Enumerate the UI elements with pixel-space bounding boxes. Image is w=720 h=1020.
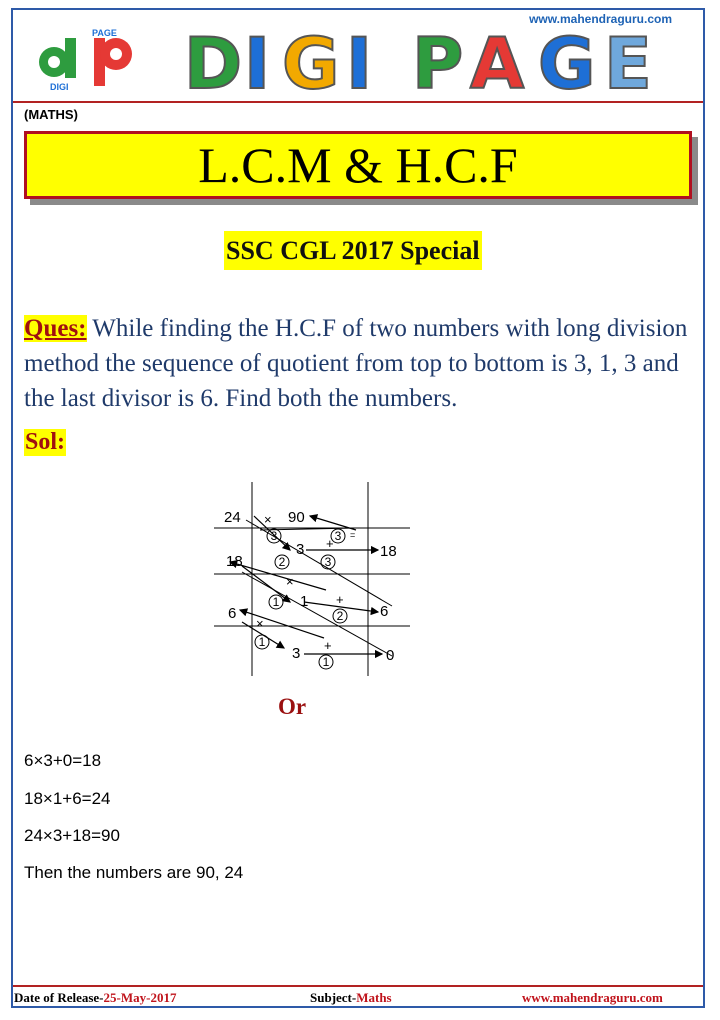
circled-number-value: 1 [322, 655, 330, 669]
diagram-left-value: 24 [224, 509, 241, 526]
diagram-left-value: 6 [228, 605, 237, 622]
calculation-line: 24×3+18=90 [24, 826, 120, 845]
special-label: SSC CGL 2017 Special [224, 231, 482, 270]
topic-title-banner [24, 131, 700, 207]
release-date [14, 990, 176, 1006]
question-label: Ques: [24, 315, 87, 342]
circled-number-value: 1 [272, 595, 280, 609]
circled-number-value: 3 [324, 555, 332, 569]
diagram-symbol: = [350, 530, 356, 540]
logo-digi-text: DIGI [50, 82, 69, 92]
solution-label: Sol: [25, 429, 66, 455]
digi-page-logo [36, 24, 146, 94]
footer-subject [310, 990, 392, 1006]
release-label: Date of Release- [14, 990, 104, 1005]
banner-letter-a: A [470, 23, 525, 96]
footer-website-link[interactable]: www.mahendraguru.com [522, 990, 663, 1005]
diagram-operator: + [326, 536, 334, 551]
release-date-value: 25-May-2017 [103, 990, 177, 1005]
diagram-result: 0 [386, 647, 395, 664]
or-separator: Or [278, 694, 307, 719]
diagram-result: 6 [380, 603, 389, 620]
logo-page-text: PAGE [92, 28, 117, 38]
footer-subject-value: Maths [356, 990, 392, 1005]
banner-letter-g: G [282, 23, 340, 96]
banner-letter-d: D [184, 23, 243, 96]
topic-title: L.C.M & H.C.F [198, 137, 518, 193]
question-text: While finding the H.C.F of two numbers with long division method the sequence of quotient from top to bottom is 3, 1, 3 and the last divisor is 6. Find both the numbers. [24, 315, 688, 412]
header-website-link[interactable]: www.mahendraguru.com [529, 12, 672, 26]
diagram-operator: + [324, 638, 332, 653]
banner-letter-i: I [346, 23, 373, 96]
diagram-quotient: 3 [296, 541, 305, 558]
header-divider [13, 101, 703, 103]
circled-number-value: 2 [336, 609, 344, 623]
diagram-quotient: 1 [300, 593, 309, 610]
calculation-line: 6×3+0=18 [24, 751, 102, 770]
circled-number-value: 3 [334, 529, 342, 543]
diagram-operator: × [264, 512, 272, 527]
banner-letter-e: E [604, 23, 652, 96]
diagram-left-value: 18 [226, 553, 243, 570]
diagram-result: 18 [380, 543, 397, 560]
diagram-operator: + [336, 592, 344, 607]
calculation-line: 18×1+6=24 [24, 789, 111, 808]
footer-subject-label: Subject- [310, 990, 357, 1005]
circled-number-value: 3 [270, 529, 278, 543]
circled-number-value: 1 [258, 635, 266, 649]
question-block [24, 311, 689, 416]
diagram-operator: × [256, 616, 264, 631]
subject-tag: (MATHS) [24, 107, 78, 122]
diagram-quotient: 3 [292, 645, 301, 662]
banner-letter-g: G [538, 23, 596, 96]
conclusion-line: Then the numbers are 90, 24 [24, 863, 244, 882]
diagram-operator: × [286, 574, 294, 589]
diagram-arrow [242, 566, 290, 602]
diagram-top-right-value: 90 [288, 509, 305, 526]
footer-divider [13, 985, 703, 987]
topic-title-box [24, 131, 692, 199]
digi-page-banner [180, 20, 680, 96]
long-division-diagram [206, 478, 416, 678]
banner-letter-p: P [412, 23, 464, 96]
banner-letter-i: I [244, 23, 271, 96]
diagram-arrow [240, 610, 324, 638]
circled-number-value: 2 [278, 555, 286, 569]
